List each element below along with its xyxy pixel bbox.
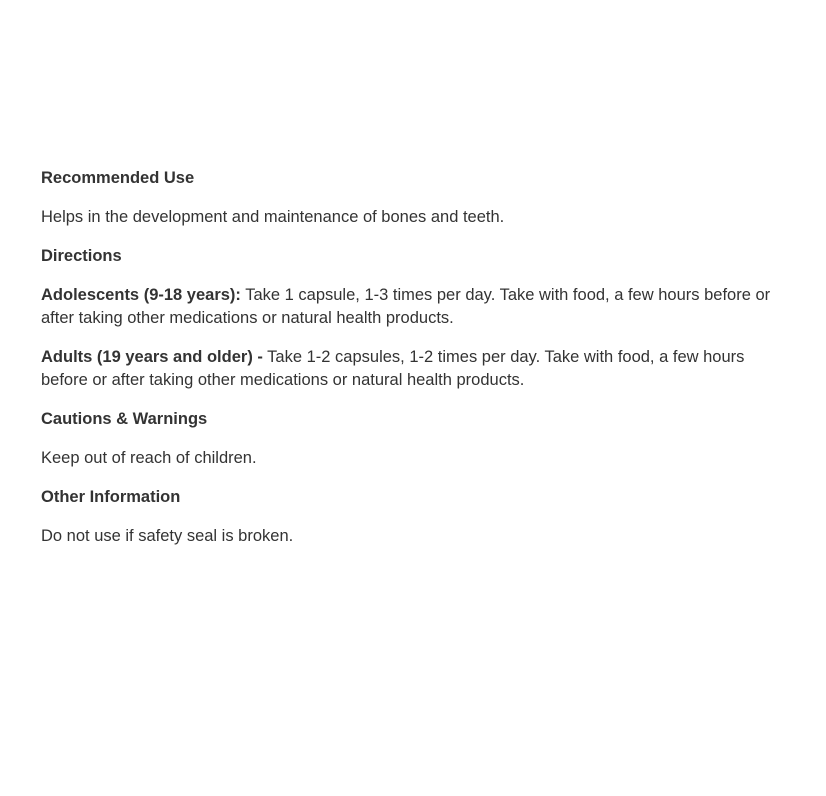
adolescents-text: Take 1 capsule, 1-3 times per day. Take with food, a few hours before or after taking other medications or natural health products.: [41, 286, 771, 327]
directions-heading: Directions: [41, 247, 122, 265]
other-information-heading: Other Information: [41, 488, 181, 506]
adults-text: Take 1-2 capsules, 1-2 times per day. Take with food, a few hours before or after taking other medications or natural health products.: [41, 348, 745, 389]
product-info-content: [41, 167, 786, 548]
adults-label: Adults (19 years and older) -: [41, 348, 263, 366]
cautions-heading: Cautions & Warnings: [41, 410, 208, 428]
other-information-text: Do not use if safety seal is broken.: [41, 527, 294, 545]
recommended-use-heading: Recommended Use: [41, 169, 195, 187]
directions-adolescents: [41, 284, 786, 330]
recommended-use-text: Helps in the development and maintenance of bones and teeth.: [41, 208, 505, 226]
cautions-text: Keep out of reach of children.: [41, 449, 257, 467]
adolescents-label: Adolescents (9-18 years):: [41, 286, 241, 304]
directions-adults: [41, 346, 786, 392]
